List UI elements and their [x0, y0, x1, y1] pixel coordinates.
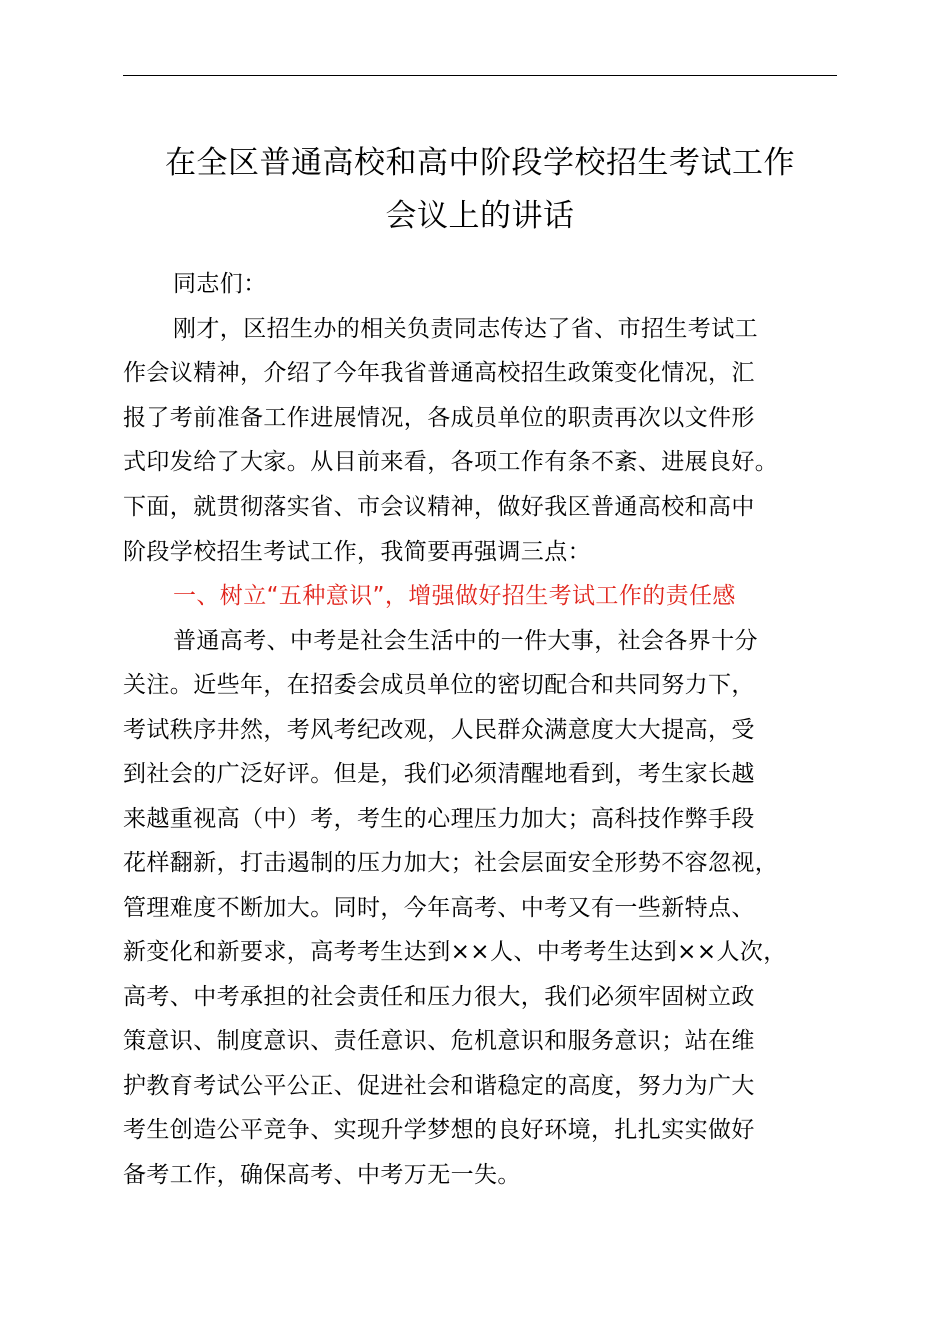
document-title-line-1: 在全区普通高校和高中阶段学校招生考试工作	[165, 145, 795, 181]
intro-line: 作会议精神，介绍了今年我省普通高校招生政策变化情况，汇	[123, 360, 755, 386]
intro-line: 刚才，区招生办的相关负责同志传达了省、市招生考试工	[173, 316, 758, 342]
body-line: 到社会的广泛好评。但是，我们必须清醒地看到，考生家长越	[123, 761, 755, 787]
salutation: 同志们：	[173, 271, 267, 297]
body-line: 考生创造公平竞争、实现升学梦想的良好环境，扎扎实实做好	[123, 1117, 755, 1143]
body-line: 护教育考试公平公正、促进社会和谐稳定的高度，努力为广大	[123, 1073, 755, 1099]
body-line: 关注。近些年，在招委会成员单位的密切配合和共同努力下，	[123, 672, 755, 698]
intro-line: 阶段学校招生考试工作，我简要再强调三点：	[123, 539, 591, 565]
body-line: 普通高考、中考是社会生活中的一件大事，社会各界十分	[173, 628, 758, 654]
intro-line: 式印发给了大家。从目前来看，各项工作有条不紊、进展良好。	[123, 449, 779, 475]
body-line: 考试秩序井然，考风考纪改观，人民群众满意度大大提高，受	[123, 717, 755, 743]
body-line: 高考、中考承担的社会责任和压力很大，我们必须牢固树立政	[123, 984, 755, 1010]
header-rule	[123, 75, 837, 76]
body-line: 备考工作，确保高考、中考万无一失。	[123, 1162, 521, 1188]
body-line: 管理难度不断加大。同时，今年高考、中考又有一些新特点、	[123, 895, 755, 921]
body-line: 策意识、制度意识、责任意识、危机意识和服务意识；站在维	[123, 1028, 755, 1054]
document-title-line-2: 会议上的讲话	[385, 198, 575, 234]
section-heading: 一、树立“五种意识”，增强做好招生考试工作的责任感	[173, 583, 736, 609]
intro-line: 报了考前准备工作进展情况，各成员单位的职责再次以文件形	[123, 405, 755, 431]
body-line: 新变化和新要求，高考考生达到××人、中考考生达到××人次，	[123, 939, 787, 965]
intro-line: 下面，就贯彻落实省、市会议精神，做好我区普通高校和高中	[123, 494, 755, 520]
body-line: 花样翻新，打击遏制的压力加大；社会层面安全形势不容忽视，	[123, 850, 779, 876]
body-line: 来越重视高（中）考，考生的心理压力加大；高科技作弊手段	[123, 806, 755, 832]
